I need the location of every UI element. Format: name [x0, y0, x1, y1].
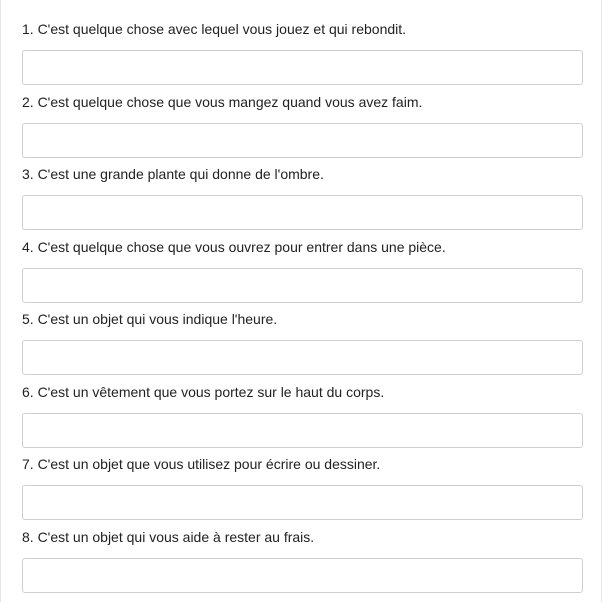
question-label: 2. C'est quelque chose que vous mangez quand vous avez faim. — [22, 93, 423, 110]
answer-input-6[interactable] — [22, 413, 583, 448]
question-label: 8. C'est un objet qui vous aide à rester au frais. — [22, 528, 315, 545]
answer-input-2[interactable] — [22, 123, 583, 158]
question-item — [22, 382, 583, 455]
question-item — [22, 527, 583, 600]
question-item — [22, 92, 583, 165]
question-list — [22, 19, 583, 599]
question-label: 1. C'est quelque chose avec lequel vous jouez et qui rebondit. — [22, 21, 407, 37]
question-label: 6. C'est un vêtement que vous portez sur le haut du corps. — [22, 383, 385, 400]
question-item — [22, 309, 583, 382]
answer-input-7[interactable] — [22, 485, 583, 520]
question-item — [22, 454, 583, 527]
question-label: 7. C'est un objet que vous utilisez pour écrire ou dessiner. — [22, 456, 381, 472]
answer-input-4[interactable] — [22, 268, 583, 303]
question-label: 5. C'est un objet qui vous indique l'heure. — [22, 311, 278, 327]
answer-input-1[interactable] — [22, 50, 583, 85]
answer-input-5[interactable] — [22, 340, 583, 375]
question-item — [22, 19, 583, 92]
question-label: 3. C'est une grande plante qui donne de l'ombre. — [22, 166, 324, 182]
question-label: 4. C'est quelque chose que vous ouvrez pour entrer dans une pièce. — [22, 238, 446, 255]
question-item — [22, 164, 583, 237]
answer-input-3[interactable] — [22, 195, 583, 230]
question-item — [22, 237, 583, 310]
answer-input-8[interactable] — [22, 558, 583, 593]
